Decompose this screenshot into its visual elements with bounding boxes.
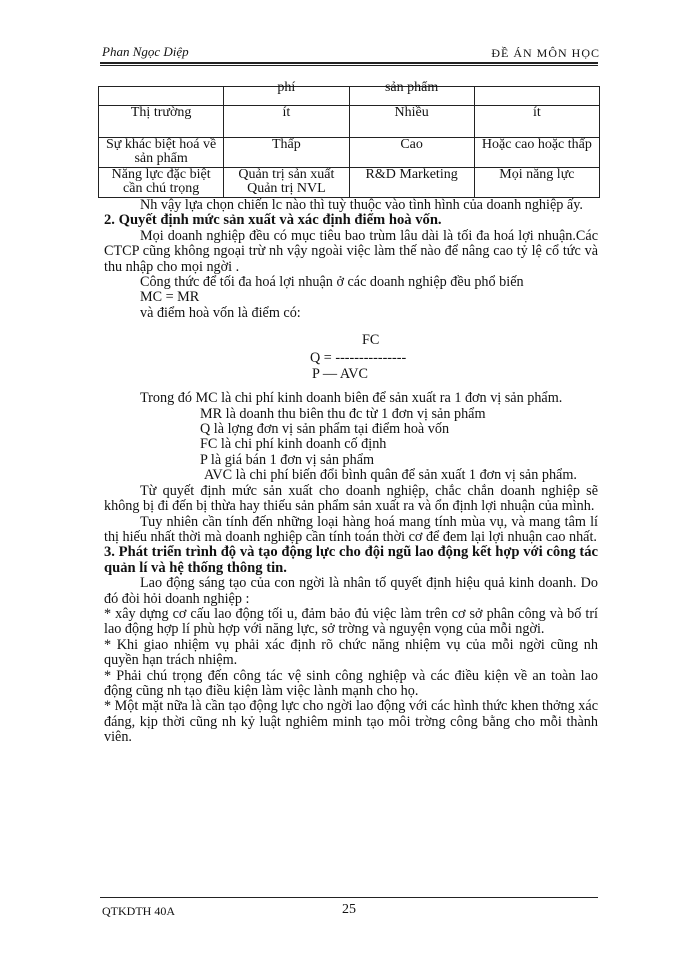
table-row — [99, 87, 600, 106]
paragraph: Trong đó MC là chi phí kinh doanh biên để sản xuất ra 1 đơn vị sản phẩm. — [140, 390, 563, 407]
header-author: Phan Ngọc Diệp — [102, 44, 189, 59]
formula-numerator: FC — [362, 332, 380, 349]
definition-mr: MR là doanh thu biên thu đc từ 1 đơn vị sản phẩm — [200, 405, 486, 422]
header-rule — [100, 62, 598, 64]
definition-fc: FC là chi phí kinh doanh cố định — [200, 436, 387, 453]
table-cell: R&D Marketing — [349, 168, 474, 198]
table-row — [99, 168, 600, 198]
bullet-item: * Một mặt nữa là cần tạo động lực cho ngời lao động với các hình thức khen thởng xác đáng, kịp thời cũng nh kỷ luật nghiêm minh tạo môi trờng công bằng cho mỗi thành viên. — [104, 698, 598, 746]
definition-q: Q là lợng đơn vị sản phẩm tại điểm hoà vốn — [200, 421, 450, 438]
section-heading-2: 2. Quyết định mức sản xuất và xác định điểm hoà vốn. — [104, 212, 442, 229]
paragraph: Tuy nhiên cần tính đến những loại hàng hoá mang tính mùa vụ, và mang tâm lí thị hiếu nhất thời mà doanh nghiệp cần tính toán thời cơ để đem lại lợi nhuận cao nhất. — [104, 513, 598, 545]
table-row — [99, 106, 600, 138]
definition-p: P là giá bán 1 đơn vị sản phẩm — [200, 451, 375, 468]
section-heading-3: 3. Phát triển trình độ và tạo động lực cho đội ngũ lao động kết hợp với công tác quản lí và hệ thống thông tin. — [104, 544, 598, 576]
paragraph: Công thức để tối đa hoá lợi nhuận ở các doanh nghiệp đều phổ biến — [140, 274, 524, 291]
table-cell: ít — [474, 106, 599, 138]
table-cell: Thấp — [224, 138, 349, 168]
table-row — [99, 138, 600, 168]
header-doc-type: ĐỀ ÁN MÔN HỌC — [491, 46, 600, 60]
bullet-item: * xây dựng cơ cấu lao động tối u, đảm bảo đủ việc làm trên cơ sở phân công và bố trí lao động hợp lí phù hợp với năng lực, sở trờng và nguyện vọng của mỗi ngời. — [104, 605, 598, 638]
paragraph: Nh vậy lựa chọn chiến lc nào thì tuỳ thuộc vào tình hình của doanh nghiệp ấy. — [140, 197, 583, 213]
table-cell: Sự khác biệt hoá về sản phẩm — [99, 138, 224, 168]
table-cell: Hoặc cao hoặc thấp — [474, 138, 599, 168]
paragraph: Mọi doanh nghiệp đều có mục tiêu bao trùm lâu dài là tối đa hoá lợi nhuận.Các CTCP cũng không ngoại trừ nh vậy ngoài việc làm thế nào để nâng cao tỷ lệ cổ tức và thu nhập cho mọi ngời . — [104, 227, 598, 275]
strategy-comparison-table — [98, 80, 600, 198]
table-cell: Mọi năng lực — [474, 168, 599, 198]
table-cell: Năng lực đặc biệt cần chú trọng — [99, 168, 224, 198]
header-rule-thin — [100, 65, 598, 66]
table-cell: Nhiều — [349, 106, 474, 138]
footer-rule — [100, 897, 598, 898]
definition-avc: AVC là chi phí biến đổi bình quân để sản xuất 1 đơn vị sản phẩm. — [204, 467, 577, 484]
table-cell: phí — [224, 87, 349, 106]
table-cell: sản phẩm — [349, 87, 474, 106]
equation-mc-mr: MC = MR — [140, 289, 200, 306]
formula-denominator: P — AVC — [312, 366, 368, 383]
document-body — [104, 198, 598, 746]
paragraph: Từ quyết định mức sản xuất cho doanh nghiệp, chắc chắn doanh nghiệp sẽ không bị đi đến bị thừa hay thiếu sản phẩm sản xuất ra và ổn định lợi nhuận của mình. — [104, 482, 598, 515]
table-cell: Cao — [349, 138, 474, 168]
paragraph: Lao động sáng tạo của con ngời là nhân tố quyết định hiệu quả kinh doanh. Do đó đòi hỏi doanh nghiệp : — [104, 575, 598, 607]
table-cell: Thị trường — [99, 106, 224, 138]
formula-lhs: Q = --------------- — [310, 350, 407, 367]
footer-class-code: QTKDTH 40A — [102, 904, 175, 918]
break-even-formula — [104, 321, 598, 391]
table-cell — [474, 87, 599, 106]
bullet-item: * Phải chú trọng đến công tác vệ sinh công nghiệp và các điều kiện về an toàn lao động cũng nh tạo điều kiện làm việc lành mạnh cho họ. — [104, 667, 598, 699]
table-cell — [99, 87, 224, 106]
table-cell: Quản trị sản xuất Quản trị NVL — [224, 168, 349, 198]
bullet-item: * Khi giao nhiệm vụ phải xác định rõ chức năng nhiệm vụ của mỗi ngời cũng nh quyền hạn trách nhiệm. — [104, 636, 598, 669]
table-cell: ít — [224, 106, 349, 138]
page-number: 25 — [342, 902, 356, 917]
paragraph: và điểm hoà vốn là điểm có: — [140, 304, 301, 321]
